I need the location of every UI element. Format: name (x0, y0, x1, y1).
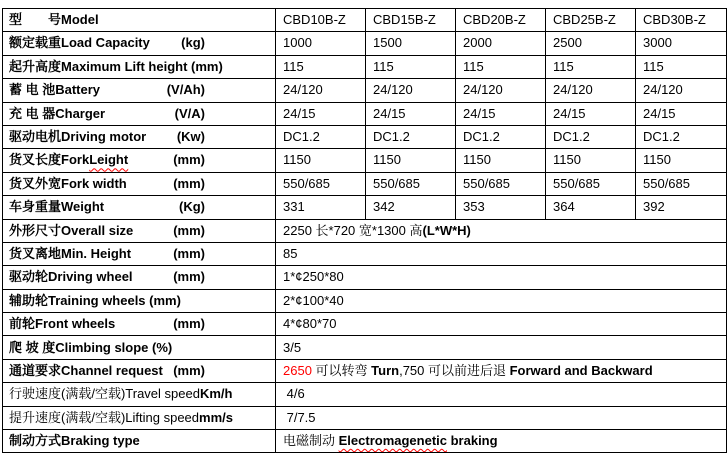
value-cell-merged (276, 289, 727, 312)
table-row (3, 102, 727, 125)
value-cell: 24/120 (366, 79, 456, 102)
unit-label: (mm) (173, 316, 205, 332)
model-name-cell: CBD15B-Z (366, 9, 456, 32)
label-text-segment: Overall size (61, 222, 134, 238)
unit-label: (mm) (173, 362, 205, 378)
value-cell-merged (276, 313, 727, 336)
label-text-segment: 行驶速度(满载/空载) (9, 386, 126, 402)
table-row (3, 125, 727, 148)
table-row (3, 196, 727, 219)
value-cell: 392 (636, 196, 727, 219)
value-cell: DC1.2 (546, 125, 636, 148)
value-cell-merged (276, 406, 727, 429)
label-text-segment: Driving wheel (48, 269, 133, 285)
row-label-cell (3, 196, 276, 219)
table-row (3, 9, 727, 32)
value-cell: 115 (276, 55, 366, 78)
row-label (3, 36, 275, 50)
value-cell: 115 (366, 55, 456, 78)
label-text-segment: Fork width (61, 175, 127, 191)
model-name-cell: CBD25B-Z (546, 9, 636, 32)
table-row (3, 55, 727, 78)
table-row (3, 79, 727, 102)
table-row (3, 383, 727, 406)
value-text-segment: Turn (371, 362, 400, 378)
value-cell: 24/15 (276, 102, 366, 125)
unit-label: (mm) (173, 175, 205, 191)
row-label (3, 107, 275, 121)
table-row (3, 313, 727, 336)
label-text-segment: 货叉长度 (9, 152, 62, 168)
table-row (3, 289, 727, 312)
label-text-segment: Front wheels (35, 316, 116, 332)
value-text-segment: 3/5 (283, 339, 302, 355)
label-text-segment: 前轮 (9, 316, 36, 332)
row-label-cell (3, 406, 276, 429)
row-label-cell (3, 9, 276, 32)
table-row (3, 172, 727, 195)
value-cell: 24/120 (276, 79, 366, 102)
row-label (3, 270, 275, 284)
row-label (3, 411, 275, 425)
unit-label: (kg) (181, 35, 205, 51)
label-text-segment: Battery (55, 82, 101, 98)
label-text-segment: Load Capacity (61, 35, 150, 51)
value-cell: DC1.2 (366, 125, 456, 148)
value-cell: 550/685 (456, 172, 546, 195)
row-label (3, 434, 275, 448)
row-label-cell (3, 102, 276, 125)
label-text-segment: 驱动轮 (9, 269, 49, 285)
row-label-cell (3, 242, 276, 265)
value-text-segment: 7/7.5 (283, 409, 316, 425)
value-text-segment: Electromagenetic (338, 433, 447, 449)
value-cell: 24/15 (636, 102, 727, 125)
value-cell: 115 (546, 55, 636, 78)
value-text-segment: 4/6 (283, 386, 305, 402)
table-row (3, 149, 727, 172)
value-cell: 353 (456, 196, 546, 219)
row-label-cell (3, 266, 276, 289)
model-name-cell: CBD30B-Z (636, 9, 727, 32)
label-text-segment: Training wheels (mm) (48, 292, 181, 308)
table-row (3, 32, 727, 55)
table-row (3, 430, 727, 453)
label-text-segment: 通道要求 (9, 362, 62, 378)
value-text-segment: 可以转弯 (311, 362, 372, 378)
row-label-cell (3, 359, 276, 382)
value-cell: 24/15 (546, 102, 636, 125)
label-text-segment: Driving motor (61, 129, 147, 144)
unit-label: (V/A) (174, 105, 205, 121)
row-label (3, 60, 275, 74)
value-cell: 1500 (366, 32, 456, 55)
label-text-segment: 辅助轮 (9, 292, 49, 308)
row-label-cell (3, 219, 276, 242)
value-cell: 331 (276, 196, 366, 219)
value-cell: 2000 (456, 32, 546, 55)
value-cell: 115 (456, 55, 546, 78)
label-text-segment: Channel request (61, 362, 163, 378)
value-text-segment: 85 (283, 245, 298, 261)
value-cell: 1000 (276, 32, 366, 55)
label-text-segment: 车身重量 (9, 199, 62, 215)
unit-label: (Kg) (179, 199, 205, 215)
row-label-cell (3, 289, 276, 312)
row-label-cell (3, 313, 276, 336)
value-cell: 1150 (276, 149, 366, 172)
label-text-segment: 额定载重 (9, 35, 62, 51)
label-text-segment: 型 号 (9, 12, 62, 28)
label-text-segment: 货叉外宽 (9, 175, 62, 191)
row-label (3, 177, 275, 191)
label-text-segment: Min. Height (61, 245, 132, 261)
value-cell: 1150 (366, 149, 456, 172)
row-label (3, 364, 275, 378)
value-cell: DC1.2 (456, 125, 546, 148)
row-label (3, 83, 275, 97)
label-text-segment: 爬 坡 度 (9, 339, 56, 355)
label-text-segment: Model (61, 12, 99, 28)
unit-label: (mm) (173, 269, 205, 285)
value-text-segment: 2650 (283, 362, 312, 378)
value-cell-merged (276, 219, 727, 242)
label-text-segment: 驱动电机 (9, 129, 62, 144)
row-label (3, 341, 275, 355)
row-label (3, 200, 275, 214)
label-text-segment: 制动方式 (9, 433, 62, 449)
row-label (3, 387, 275, 401)
value-cell: 1150 (456, 149, 546, 172)
unit-label: (V/Ah) (166, 82, 205, 98)
value-text-segment: ,750 可以前进后退 (399, 362, 510, 378)
label-text-segment: 外形尺寸 (9, 222, 62, 238)
value-cell: 1150 (546, 149, 636, 172)
unit-label: Km/h (199, 386, 233, 402)
label-text-segment: Maximum Lift height (mm) (61, 58, 223, 74)
label-text-segment: Travel speed (125, 386, 200, 402)
value-cell: 24/15 (456, 102, 546, 125)
row-label-cell (3, 79, 276, 102)
label-text-segment: Charger (55, 105, 106, 121)
spec-table (2, 8, 727, 453)
value-text-segment: 2250 长*720 宽*1300 高 (283, 222, 423, 238)
label-text-segment: 货叉离地 (9, 245, 62, 261)
unit-label: (mm) (173, 152, 205, 168)
value-cell-merged (276, 359, 727, 382)
unit-label: (mm) (173, 222, 205, 238)
value-cell: 115 (636, 55, 727, 78)
value-text-segment: 2*¢100*40 (283, 292, 344, 308)
table-row (3, 406, 727, 429)
value-cell-merged (276, 430, 727, 453)
label-text-segment: Climbing slope (%) (55, 339, 173, 355)
label-text-segment: Fork (61, 152, 90, 168)
value-cell: 24/15 (366, 102, 456, 125)
row-label (3, 13, 275, 27)
label-text-segment: Braking type (61, 433, 140, 449)
value-cell: 1150 (636, 149, 727, 172)
row-label-cell (3, 55, 276, 78)
model-name-cell: CBD10B-Z (276, 9, 366, 32)
row-label (3, 224, 275, 238)
value-cell: 2500 (546, 32, 636, 55)
value-cell-merged (276, 336, 727, 359)
value-cell: 24/120 (456, 79, 546, 102)
value-cell: 364 (546, 196, 636, 219)
value-text-segment: braking (447, 433, 498, 449)
spec-table-body (3, 9, 727, 453)
label-text-segment: Lifting speed (125, 409, 200, 425)
label-text-segment: Leight (89, 152, 129, 168)
label-text-segment: 起升高度 (9, 58, 62, 74)
value-text-segment: 4*¢80*70 (283, 316, 337, 332)
value-text-segment: 1*¢250*80 (283, 269, 344, 285)
value-cell: DC1.2 (276, 125, 366, 148)
row-label (3, 130, 275, 144)
value-text-segment: (L*W*H) (422, 222, 471, 238)
value-cell-merged (276, 383, 727, 406)
value-text-segment: 电磁制动 (283, 433, 339, 449)
label-text-segment: 提升速度(满载/空载) (9, 409, 126, 425)
row-label-cell (3, 430, 276, 453)
table-row (3, 359, 727, 382)
row-label-cell (3, 149, 276, 172)
table-row (3, 242, 727, 265)
value-cell: 550/685 (276, 172, 366, 195)
table-row (3, 266, 727, 289)
value-cell-merged (276, 266, 727, 289)
value-cell: 3000 (636, 32, 727, 55)
value-cell: 550/685 (636, 172, 727, 195)
table-row (3, 336, 727, 359)
value-cell: 24/120 (546, 79, 636, 102)
unit-label: mm/s (199, 409, 233, 425)
model-name-cell: CBD20B-Z (456, 9, 546, 32)
row-label (3, 317, 275, 331)
row-label-cell (3, 125, 276, 148)
row-label (3, 247, 275, 261)
row-label-cell (3, 32, 276, 55)
row-label-cell (3, 336, 276, 359)
value-cell: 550/685 (366, 172, 456, 195)
value-text-segment: Forward and Backward (509, 362, 653, 378)
unit-label: (Kw) (176, 129, 205, 144)
row-label-cell (3, 383, 276, 406)
row-label (3, 294, 275, 308)
row-label-cell (3, 172, 276, 195)
table-row (3, 219, 727, 242)
label-text-segment: 蓄 电 池 (9, 82, 56, 98)
unit-label: (mm) (173, 245, 205, 261)
value-cell: 24/120 (636, 79, 727, 102)
value-cell: 550/685 (546, 172, 636, 195)
label-text-segment: Weight (61, 199, 105, 215)
label-text-segment: 充 电 器 (9, 105, 56, 121)
value-cell-merged (276, 242, 727, 265)
value-cell: 342 (366, 196, 456, 219)
row-label (3, 153, 275, 167)
value-cell: DC1.2 (636, 125, 727, 148)
